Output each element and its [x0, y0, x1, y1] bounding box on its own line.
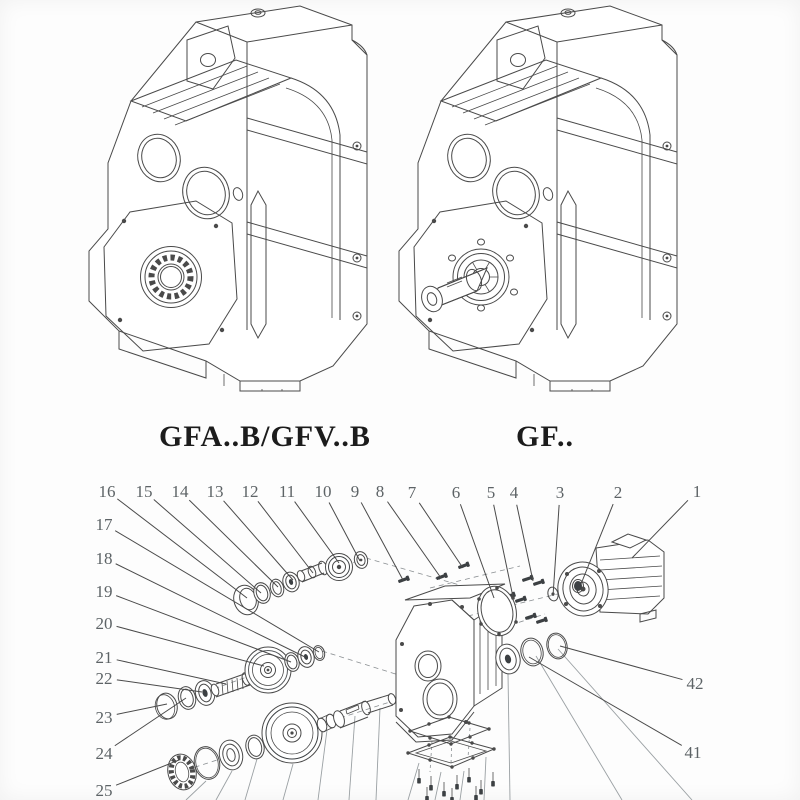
gearbox-right-drawing: [399, 6, 677, 391]
callout-number-5: 5: [486, 483, 496, 502]
leader-line-11: [295, 502, 339, 563]
leader-line-22: [117, 680, 202, 692]
callout-number-14: 14: [171, 482, 189, 501]
callout-number-11: 11: [278, 482, 296, 501]
leader-line-5: [494, 505, 513, 597]
leader-line-16: [117, 499, 247, 598]
output-gear: [262, 703, 322, 763]
callout-number-1: 1: [692, 482, 702, 501]
leader-line-6: [460, 504, 494, 598]
leader-line-10: [329, 502, 360, 561]
leader-line-15: [154, 500, 261, 593]
callout-number-24: 24: [95, 744, 113, 763]
leader-line-4: [517, 505, 533, 581]
leader-line-42: [560, 646, 682, 680]
output-bearing-set: [493, 631, 570, 676]
leader-line-19: [116, 596, 291, 662]
callout-number-22: 22: [95, 669, 113, 688]
leader-line-24: [115, 698, 186, 746]
bearing: [216, 738, 246, 773]
leader-line-14: [189, 500, 278, 587]
leader-line-41: [529, 657, 682, 745]
exploded-view: [96, 482, 704, 800]
output-shaft-assembly: [164, 693, 397, 793]
leader-line-18: [116, 564, 305, 657]
callout-number-41: 41: [684, 743, 702, 762]
callout-number-16: 16: [98, 482, 116, 501]
gearbox-left-drawing: [89, 6, 367, 391]
intermediate-gear: [245, 647, 291, 693]
callout-number-10: 10: [314, 482, 332, 501]
callout-number-12: 12: [241, 482, 259, 501]
callout-number-4: 4: [509, 483, 519, 502]
callout-number-13: 13: [206, 482, 224, 501]
pinion-shaft: [296, 560, 329, 582]
output-shaft: [332, 693, 397, 729]
callout-number-20: 20: [95, 614, 113, 633]
key: [397, 575, 410, 584]
callout-number-18: 18: [95, 549, 113, 568]
callout-number-19: 19: [95, 582, 113, 601]
callout-number-25: 25: [95, 781, 113, 800]
caption-left: GFA..B/GFV..B: [159, 420, 371, 453]
leader-line-21: [117, 660, 226, 684]
motor: [553, 534, 664, 622]
pan-bolts: [417, 768, 495, 800]
callout-number-23: 23: [95, 708, 113, 727]
callout-number-6: 6: [451, 483, 461, 502]
leader-line-7: [419, 503, 463, 568]
callout-number-7: 7: [407, 483, 417, 502]
assembly-axis-lines: [172, 558, 582, 772]
callout-number-2: 2: [613, 483, 623, 502]
callout-number-9: 9: [350, 482, 360, 501]
input-shaft-assembly: [230, 550, 410, 618]
caption-right: GF..: [516, 420, 574, 453]
callout-number-8: 8: [375, 482, 385, 501]
callout-number-3: 3: [555, 483, 565, 502]
callout-number-15: 15: [135, 482, 153, 501]
callout-number-42: 42: [686, 674, 704, 693]
callout-number-21: 21: [95, 648, 113, 667]
bearing-small: [353, 550, 370, 570]
callout-number-17: 17: [95, 515, 113, 534]
leader-line-20: [117, 626, 264, 666]
input-gear: [326, 554, 353, 581]
leader-line-12: [258, 501, 313, 573]
